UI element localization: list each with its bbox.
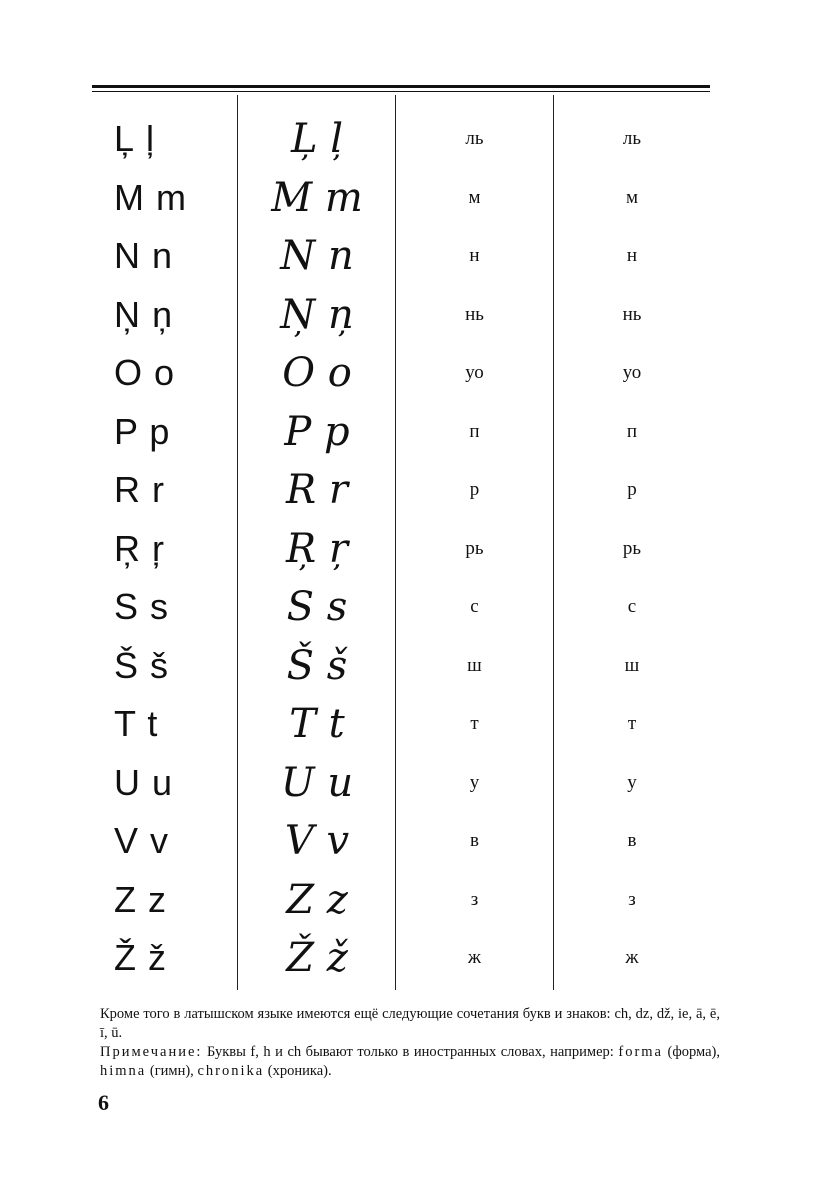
alphabet-table (92, 110, 710, 988)
russian-equivalent: с (470, 596, 479, 618)
page-number: 6 (98, 1090, 109, 1115)
script-letter: Z z (286, 876, 348, 923)
russian-equivalent: рь (622, 537, 642, 559)
russian-equivalent: у (627, 771, 637, 793)
alphabet-row (92, 754, 710, 813)
printed-letter: S s (114, 586, 170, 628)
russian-equivalent: р (469, 479, 480, 501)
russian-equivalent: нь (465, 303, 484, 325)
script-letter: R r (286, 467, 348, 514)
alphabet-row (92, 286, 710, 345)
example-translation: (гимн), (146, 1063, 198, 1079)
russian-equivalent: уо (622, 362, 642, 384)
russian-equivalent: п (626, 420, 638, 442)
printed-letter: Ļ ļ (114, 118, 156, 160)
script-letter: U u (280, 759, 354, 806)
russian-equivalent: з (470, 888, 479, 910)
note-line-2 (100, 1043, 720, 1081)
script-letter: Ž ž (286, 935, 348, 982)
script-letter: O o (282, 350, 352, 397)
russian-equivalent: ль (622, 128, 642, 150)
russian-equivalent: с (627, 596, 637, 618)
printed-letter: Z z (114, 878, 167, 920)
russian-equivalent: ль (465, 128, 484, 150)
printed-letter: V v (114, 820, 170, 862)
script-letter: N n (280, 233, 354, 280)
russian-equivalent: уо (465, 362, 484, 384)
russian-equivalent: в (627, 830, 637, 852)
note-label: Примечание: (100, 1044, 203, 1060)
printed-letter: N n (114, 235, 174, 277)
example-translation: (хроника). (264, 1063, 332, 1079)
alphabet-row (92, 344, 710, 403)
alphabet-row (92, 403, 710, 462)
russian-equivalent: нь (622, 303, 642, 325)
printed-letter: Ž ž (114, 937, 167, 979)
russian-equivalent: т (627, 713, 637, 735)
example-word: chronika (197, 1063, 265, 1079)
script-letter: T t (289, 701, 345, 748)
note-line-1: Кроме того в латышском языке имеются ещё следующие сочетания букв и знаков: ch, dz, dž, ie, ā, ē, ī, ū. (100, 1006, 720, 1041)
russian-equivalent: у (469, 771, 480, 793)
alphabet-row (92, 871, 710, 930)
alphabet-row (92, 929, 710, 988)
printed-letter: P p (114, 410, 171, 452)
russian-equivalent: в (470, 830, 479, 852)
russian-equivalent: п (469, 420, 480, 442)
russian-equivalent: рь (465, 537, 484, 559)
script-letter: V v (284, 818, 350, 865)
script-letter: M m (271, 174, 363, 221)
top-rule-thin (92, 91, 710, 92)
alphabet-row (92, 461, 710, 520)
russian-equivalent: з (628, 888, 636, 910)
russian-equivalent: н (626, 245, 638, 267)
alphabet-row (92, 227, 710, 286)
script-letter: P p (284, 408, 350, 455)
alphabet-row (92, 110, 710, 169)
example-word: himna (100, 1063, 147, 1079)
russian-equivalent: р (627, 479, 637, 501)
printed-letter: T t (114, 703, 159, 745)
russian-equivalent: м (468, 186, 481, 208)
alphabet-row (92, 578, 710, 637)
printed-letter: R r (114, 469, 165, 511)
example-translation: (форма), (662, 1044, 720, 1060)
footnote (100, 1005, 720, 1081)
script-letter: Ņ ņ (280, 291, 354, 338)
example-word: forma (618, 1044, 663, 1060)
printed-letter: M m (114, 176, 187, 218)
script-letter: Ŗ ŗ (286, 525, 348, 572)
printed-letter: O o (114, 352, 176, 394)
russian-equivalent: м (625, 186, 639, 208)
printed-letter: Š š (114, 644, 170, 686)
top-rule (92, 85, 710, 88)
alphabet-row (92, 812, 710, 871)
alphabet-row (92, 637, 710, 696)
alphabet-row (92, 695, 710, 754)
printed-letter: Ŗ ŗ (114, 527, 165, 569)
script-letter: Š š (286, 642, 348, 689)
russian-equivalent: ш (467, 654, 482, 676)
script-letter: Ļ ļ (290, 116, 344, 163)
russian-equivalent: ж (625, 947, 639, 969)
russian-equivalent: ж (467, 947, 482, 969)
printed-letter: U u (114, 761, 174, 803)
russian-equivalent: н (469, 245, 480, 267)
russian-equivalent: т (470, 713, 479, 735)
russian-equivalent: ш (624, 654, 640, 676)
note-text: Буквы f, h и ch бывают только в иностранных словах, например: (202, 1044, 619, 1060)
script-letter: S s (286, 584, 348, 631)
alphabet-row (92, 520, 710, 579)
alphabet-row (92, 169, 710, 228)
printed-letter: Ņ ņ (114, 293, 174, 335)
